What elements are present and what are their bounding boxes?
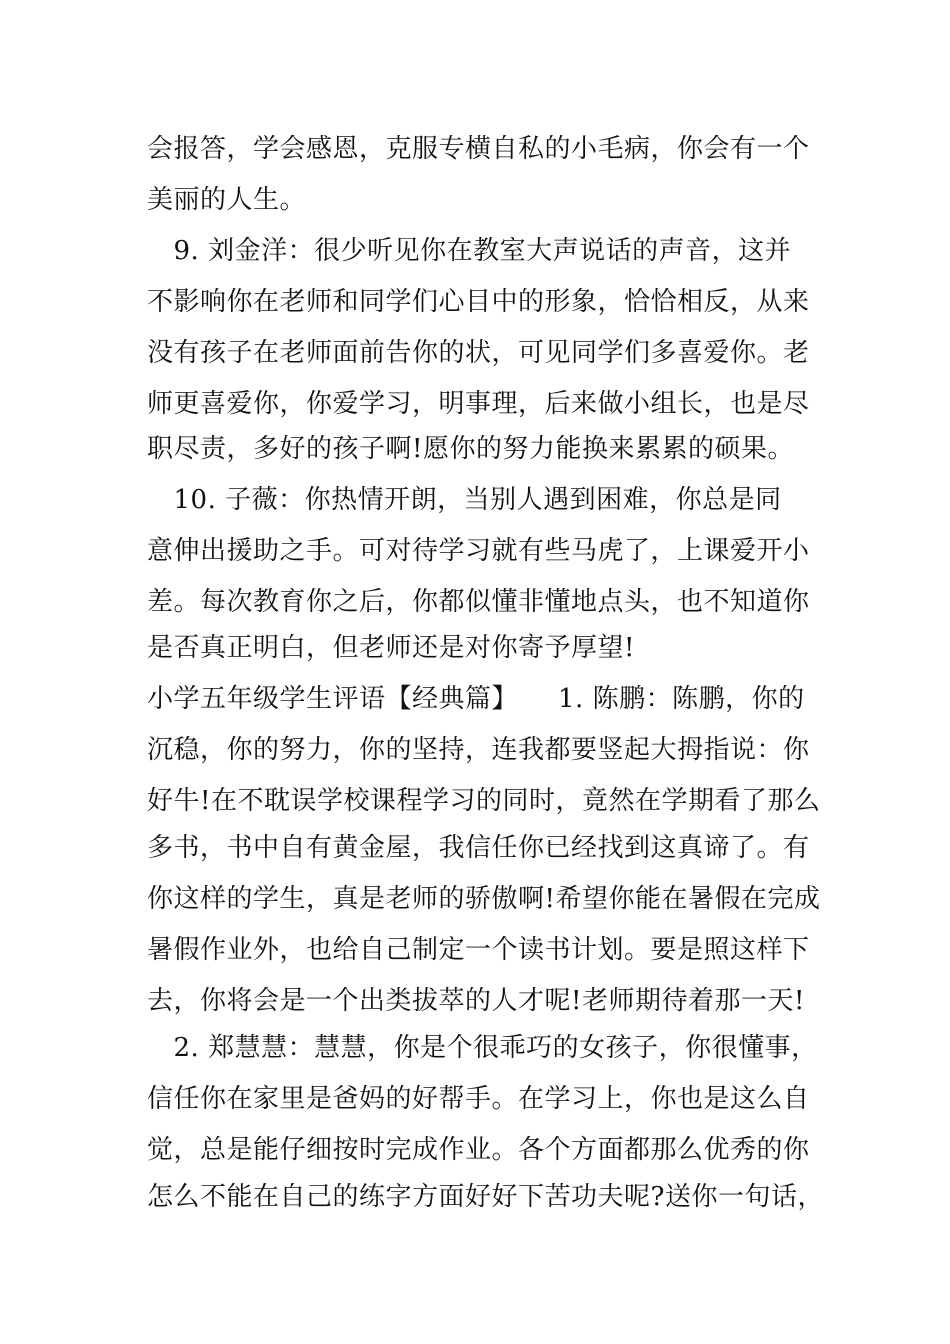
text-line: 多书，书中自有黄金屋，我信任你已经找到这真谛了。有 xyxy=(147,833,810,863)
text-line: 职尽责，多好的孩子啊!愿你的努力能换来累累的硕果。 xyxy=(147,434,794,464)
text-line: 信任你在家里是爸妈的好帮手。在学习上，你也是这么自 xyxy=(147,1084,810,1114)
section-heading-line: 小学五年级学生评语【经典篇】 1. 陈鹏：陈鹏，你的 xyxy=(147,684,805,714)
text-line: 没有孩子在老师面前告你的状，可见同学们多喜爱你。老 xyxy=(147,338,810,368)
text-line: 10. 子薇：你热情开朗，当别人遇到困难，你总是同 xyxy=(147,485,782,515)
text-line: 沉稳，你的努力，你的坚持，连我都要竖起大拇指说：你 xyxy=(147,735,810,765)
text-line: 2. 郑慧慧：慧慧，你是个很乖巧的女孩子，你很懂事， xyxy=(147,1033,818,1063)
text-line: 美丽的人生。 xyxy=(147,185,307,215)
text-line: 师更喜爱你，你爱学习，明事理，后来做小组长，也是尽 xyxy=(147,389,810,419)
text-line: 去，你将会是一个出类拔萃的人才呢!老师期待着那一天! xyxy=(147,986,805,1016)
text-line: 不影响你在老师和同学们心目中的形象，恰恰相反，从来 xyxy=(147,287,810,317)
text-line: 意伸出援助之手。可对待学习就有些马虎了，上课爱开小 xyxy=(147,536,810,566)
text-line: 觉，总是能仔细按时完成作业。各个方面都那么优秀的你 xyxy=(147,1135,810,1165)
text-line: 9. 刘金洋：很少听见你在教室大声说话的声音，这并 xyxy=(147,236,792,266)
text-line: 暑假作业外，也给自己制定一个读书计划。要是照这样下 xyxy=(147,935,810,965)
text-line: 怎么不能在自己的练字方面好好下苦功夫呢?送你一句话， xyxy=(147,1182,824,1212)
text-line: 差。每次教育你之后，你都似懂非懂地点头，也不知道你 xyxy=(147,587,810,617)
text-line: 你这样的学生，真是老师的骄傲啊!希望你能在暑假在完成 xyxy=(147,884,821,914)
text-line: 好牛!在不耽误学校课程学习的同时，竟然在学期看了那么 xyxy=(147,786,821,816)
text-line: 是否真正明白，但老师还是对你寄予厚望! xyxy=(147,633,635,663)
text-line: 会报答，学会感恩，克服专横自私的小毛病，你会有一个 xyxy=(147,134,810,164)
